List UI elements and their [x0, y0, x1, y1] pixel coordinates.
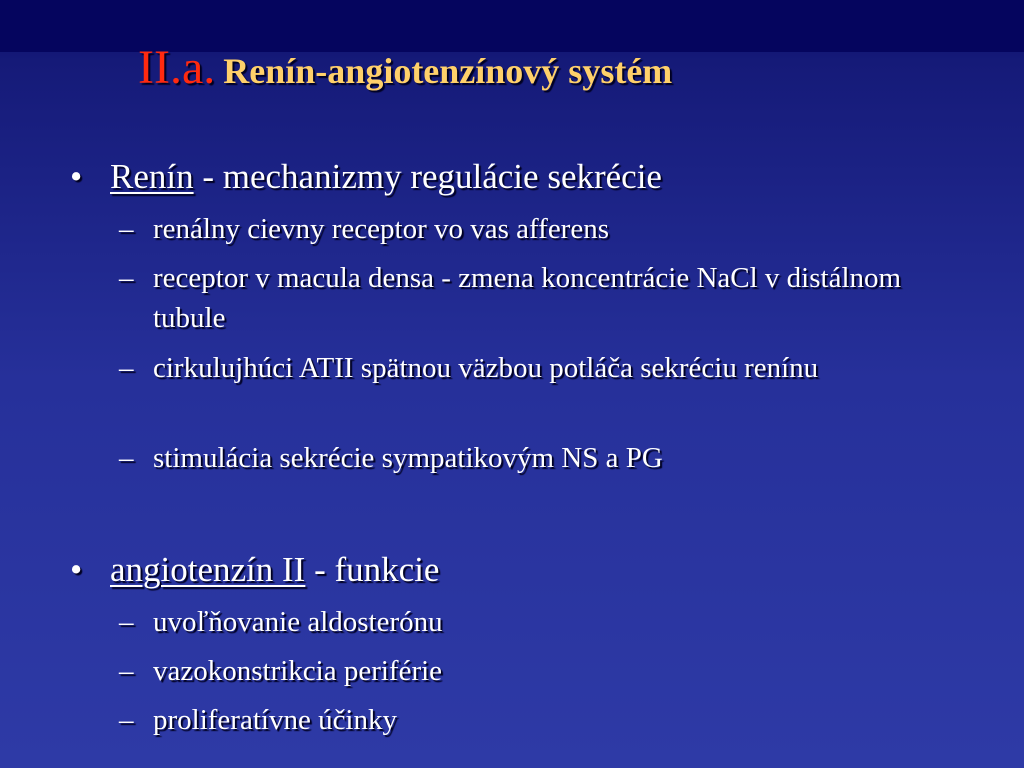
- bullet-dot: •: [70, 157, 83, 196]
- sub-item-text: renálny cievny receptor vo vas afferens: [153, 213, 609, 245]
- sub-item: [119, 348, 919, 388]
- bullet-angiotensin: [70, 550, 970, 590]
- sub-item: [119, 209, 919, 249]
- sub-dash: –: [119, 352, 134, 384]
- sub-item-text: receptor v macula densa - zmena koncentrácie NaCl v distálnom tubule: [153, 262, 902, 334]
- sub-item: [119, 700, 919, 740]
- bullet-keyword: Renín: [110, 157, 194, 196]
- sub-dash: –: [119, 704, 134, 736]
- sub-item: [119, 651, 919, 691]
- bullet-dot: •: [70, 550, 83, 589]
- sub-dash: –: [119, 655, 134, 687]
- sub-dash: –: [119, 262, 134, 294]
- sub-item: [119, 438, 919, 478]
- sub-item-text: uvoľňovanie aldosterónu: [153, 606, 443, 638]
- title-text: Renín-angiotenzínový systém: [223, 51, 673, 91]
- sub-item: [119, 602, 919, 642]
- bullet-text: - funkcie: [305, 550, 440, 589]
- sub-item-text: cirkulujhúci ATII spätnou väzbou potláča sekréciu renínu: [153, 352, 819, 384]
- sub-item: [119, 258, 919, 338]
- sub-item-text: vazokonstrikcia periférie: [153, 655, 443, 687]
- bullet-keyword: angiotenzín II: [110, 550, 306, 589]
- sub-item-text: stimulácia sekrécie sympatikovým NS a PG: [153, 442, 663, 474]
- bullet-text: - mechanizmy regulácie sekrécie: [193, 157, 662, 196]
- bullet-renin: [70, 157, 970, 197]
- title-number: II.a.: [138, 41, 216, 94]
- sub-dash: –: [119, 213, 134, 245]
- sub-dash: –: [119, 442, 134, 474]
- sub-item-text: proliferatívne účinky: [153, 704, 397, 736]
- sub-dash: –: [119, 606, 134, 638]
